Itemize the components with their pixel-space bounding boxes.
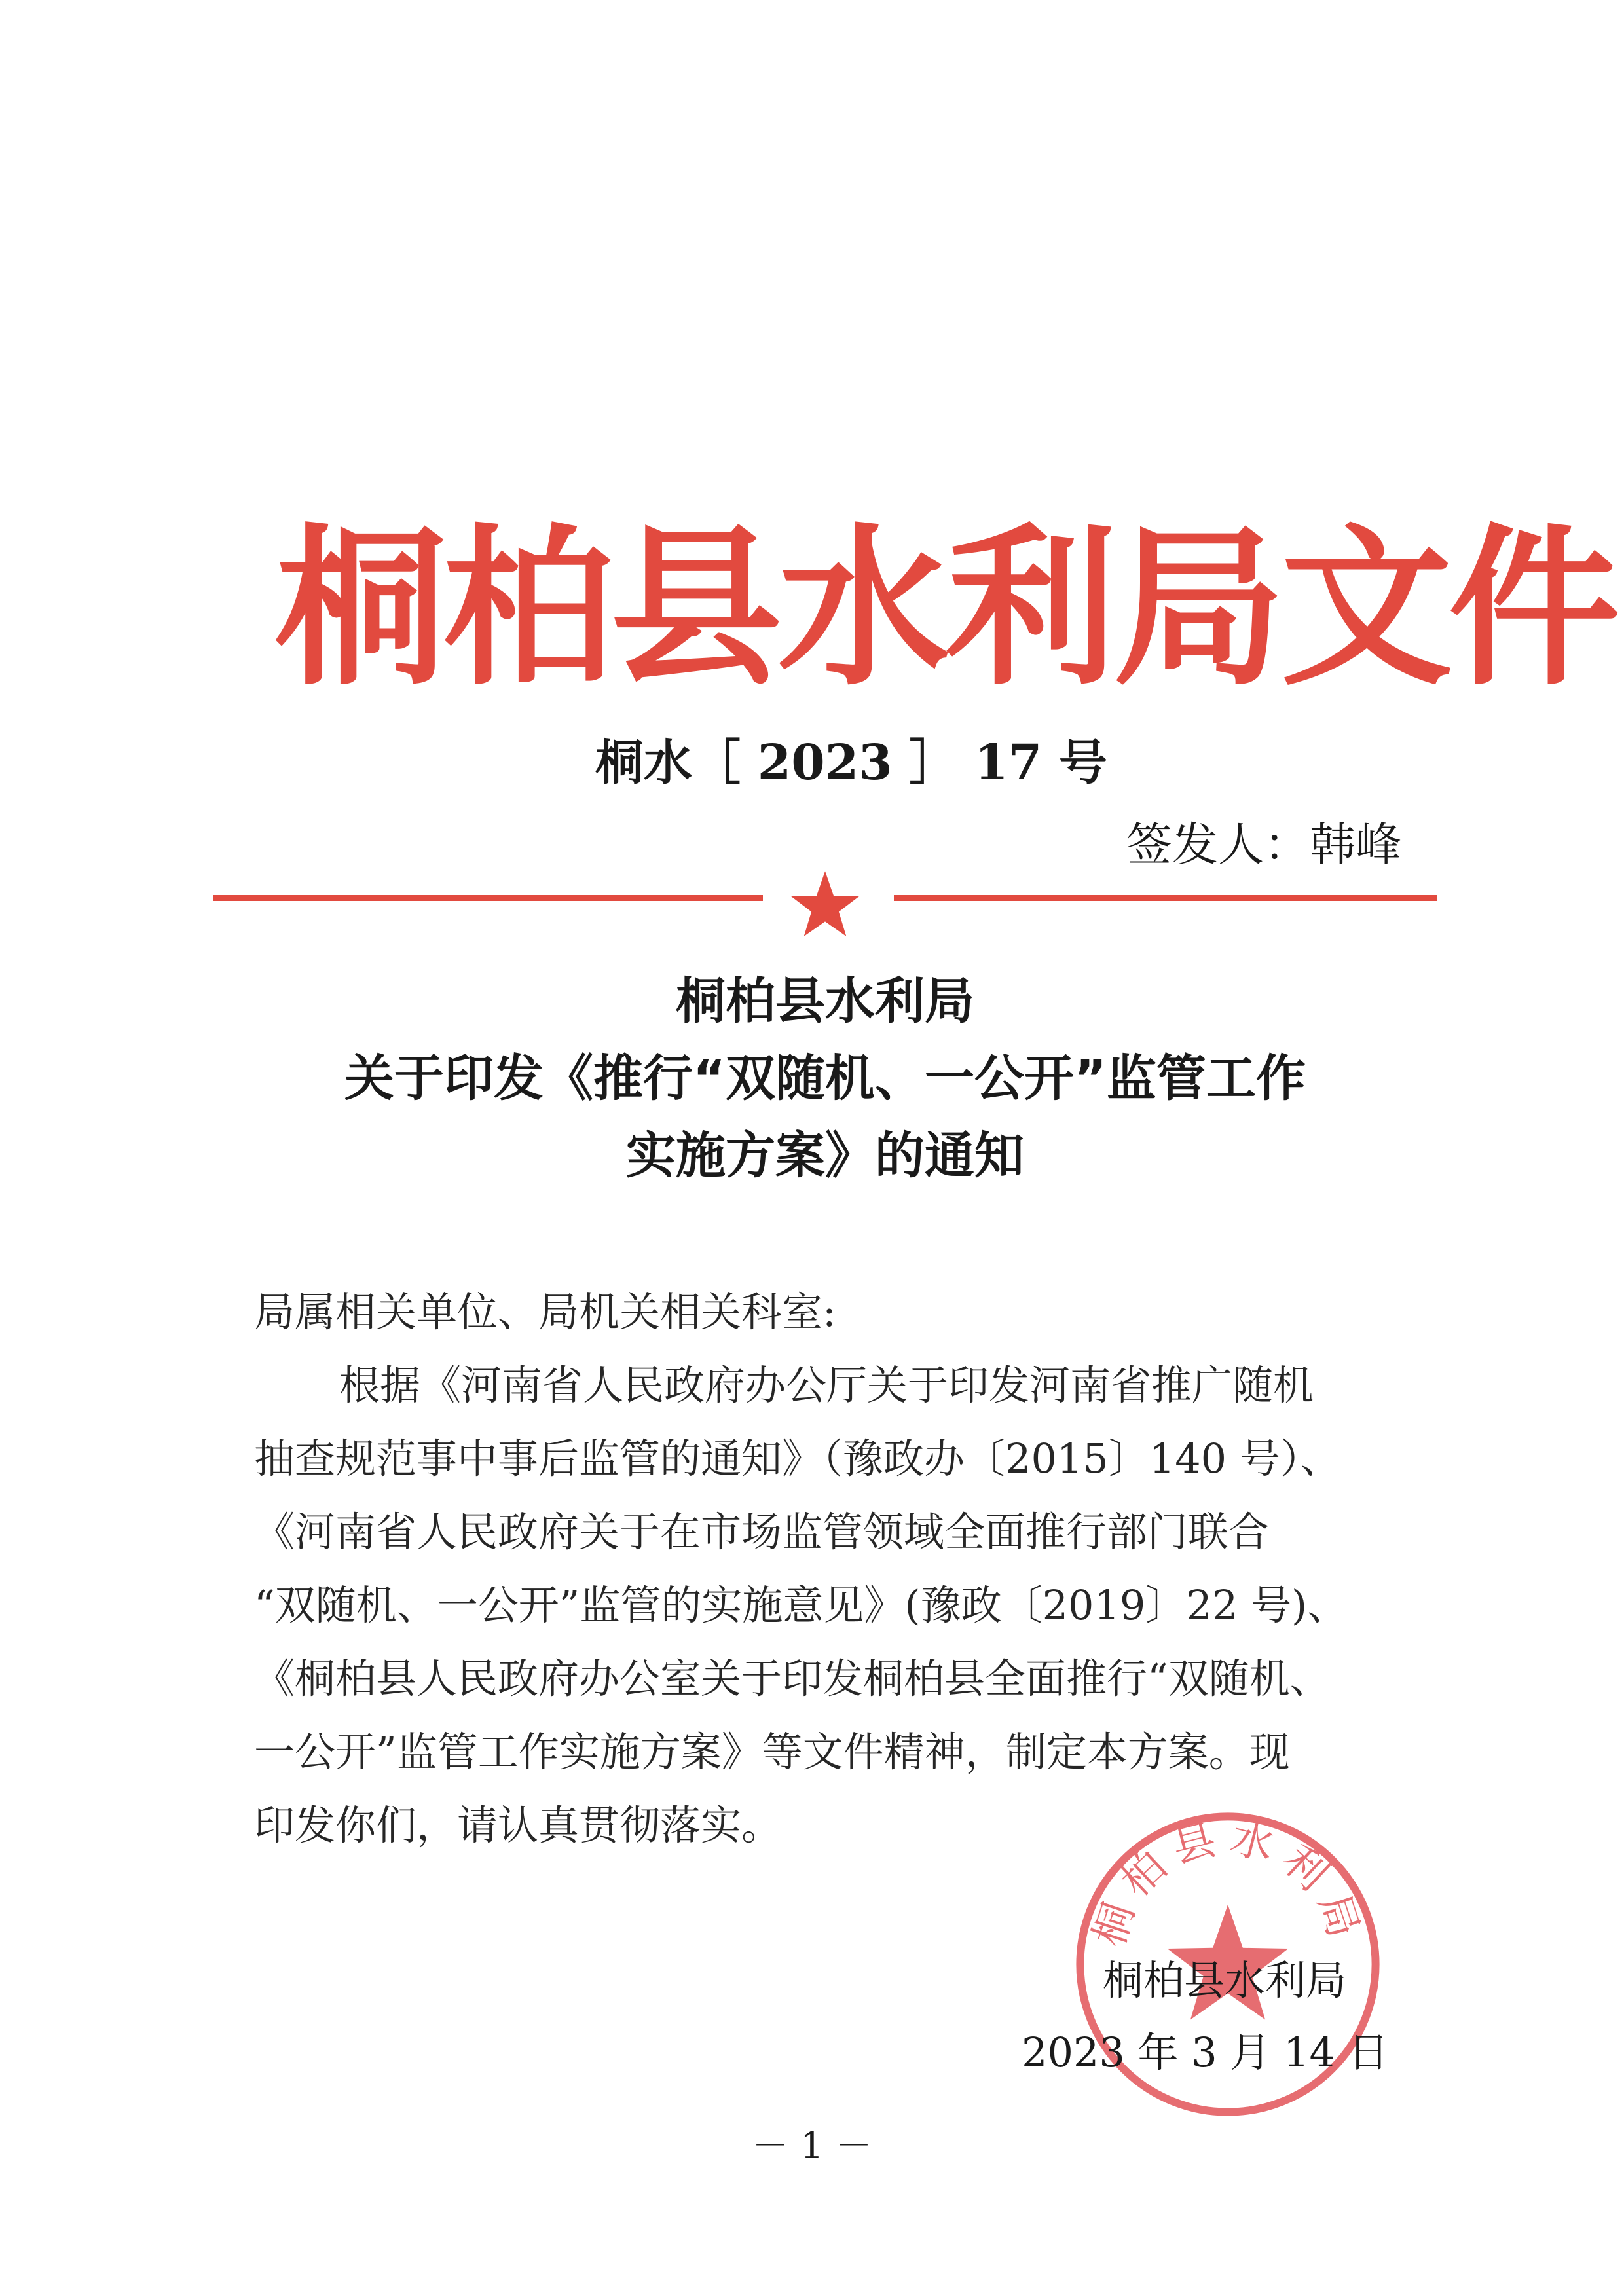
signing-organization: 桐柏县水利局 xyxy=(1102,1956,1346,2004)
title-line: 实施方案》的通知 xyxy=(626,1126,1024,1184)
body-line: 《桐柏县人民政府办公室关于印发桐柏县全面推行“双随机、 xyxy=(254,1655,1331,1702)
title-line: 桐柏县水利局 xyxy=(676,972,974,1030)
title-line: 关于印发《推行“双随机、一公开”监管工作 xyxy=(344,1049,1306,1107)
signer-name: 韩峰 xyxy=(1310,818,1401,872)
red-separator-left xyxy=(213,895,763,901)
red-separator-right xyxy=(894,895,1437,901)
page-number: － 1 － xyxy=(752,2125,872,2167)
svg-text:桐柏县水利局: 桐柏县水利局 xyxy=(1084,1812,1371,1953)
body-line: 抽查规范事中事后监管的通知》（豫政办〔2015〕140 号）、 xyxy=(254,1435,1341,1482)
document-masthead: 桐柏县水利局文件 xyxy=(275,509,1616,708)
signer-line xyxy=(1035,812,1401,877)
notice-title xyxy=(223,963,1428,1194)
body-line: 《河南省人民政府关于在市场监管领域全面推行部门联合 xyxy=(254,1508,1270,1556)
salutation: 局属相关单位、局机关相关科室: xyxy=(254,1288,836,1336)
red-star-icon xyxy=(789,870,861,939)
body-line: 一公开”监管工作实施方案》等文件精神，制定本方案。现 xyxy=(254,1728,1290,1776)
body-line: “双随机、一公开”监管的实施意见》(豫政〔2019〕22 号)、 xyxy=(254,1581,1348,1629)
body-line: 印发你们，请认真贯彻落实。 xyxy=(254,1801,783,1849)
notice-body xyxy=(254,1276,1420,1862)
signing-date: 2023 年 3 月 14 日 xyxy=(1022,2029,1389,2076)
signer-label: 签发人： xyxy=(1126,818,1310,872)
body-line: 根据《河南省人民政府办公厅关于印发河南省推广随机 xyxy=(339,1361,1314,1409)
document-number: 桐水［ 2023 ］ 17 号 xyxy=(595,735,1107,791)
